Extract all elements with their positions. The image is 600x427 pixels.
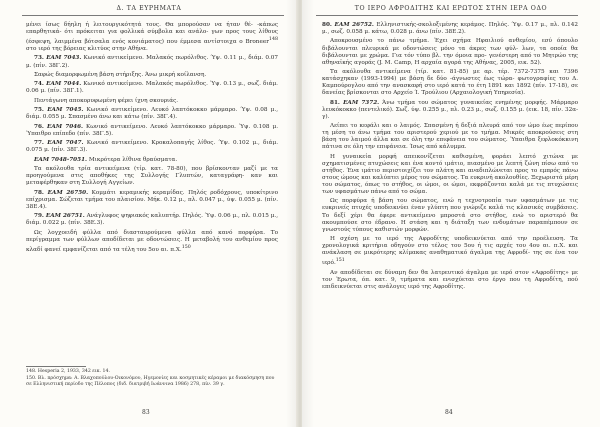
left-paragraph: Ως λογχοειδή φύλλα από διασταυρούμενα φύλλα από κανό πορφύρα. Το περίγραμμα των φύλλων αποδίδεται με οδοντώσεις. Η μεταβολή του ανθεμίου προς κλαδί φανεί εμφανίζεται από τα τέλη του 5ου αι. π.Χ.$^{150}$ xyxy=(26,229,278,253)
left-footnotes xyxy=(26,369,278,388)
right-running-head: ΤΟ ΙΕΡΟ ΑΦΡΟΔΙΤΗΣ ΚΑΙ ΕΡΩΤΟΣ ΣΤΗΝ ΙΕΡΑ ΟΔΟ xyxy=(354,5,548,12)
right-paragraph: 81. EAM 7372. Άνω τμήμα του σώματος γυναικείας ενημένης μορφής. Μάρμαρο λευκόκοκκο (πεντελικό). Σωζ. ύψ. 0.255 μ., πλ. 0.23 μ., σωζ. 0.155 μ. (εικ. 18, πίν. 32α-γ). xyxy=(322,99,578,120)
right-paragraph: Η γυναικεία μορφή απεικονίζεται καθισμένη, φοράει λεπτό χιτώνα με σχηματισμένες πτυχώσεις και ένα κοντό ιμάτιο, πιασμένο με λεπτή ζώνη πίσω από το στήθος. Ένα ιμάτιο περιστοιχίζει τον πλάτη και αναδιπλώνεται προς το εμπρός πάνω στους ώμους και καλύπτει μέρος του σώματος. Τα ευκρινή ακολουθίες. Ξεχωριστά μέρη του σώματος, όπως το στήθος, οι ώμοι, οι ώμοι, εκφράζονται καλά με τις πτυχώσεις των υφασμάτων πάνω από το σώμα. xyxy=(322,153,578,195)
left-paragraph: 74. EAM 7044. Κωνικό αντικείμενο. Μαλακός πωρόλιθος. Ύψ. 0.13 μ., σωζ. διάμ. 0.06 μ. (πίν. 38Γ.1). xyxy=(26,81,278,95)
footnote-rule xyxy=(26,366,86,367)
right-paragraph: 80. EAM 26752. Ελληνιστικής-σκολοξιμένης κεράμος. Πηλός. Ύψ. 0.17 μ., πλ. 0.142 μ., σωζ. 0.058 μ. κάτω, 0.028 μ. άνω (πίν. 38Ε.2). xyxy=(322,22,578,36)
left-paragraph: 79. EAM 26751. Ανάγλυφος ψηφιακός καλυπτήρ. Πηλός. Ύψ. 0.06 μ., πλ. 0.015 μ., διάμ. 0.022 μ. (πίν. 38Ε.3). xyxy=(26,213,279,227)
right-page-number: 84 xyxy=(445,409,453,416)
right-paragraph: Αν αποδίδεται σε δύναμη δεν θα λατρευτικό άγαλμα με ιερό στον «Αφροδίτης» με τον Έρωτα, όπ. κατ. 9, τμήματα και ενισχύεται στο έργο που τη Αφροδίτη, πού επιδεικνύεται στις ανάλογες ιερό της Αφροδίτης. xyxy=(322,269,578,290)
left-paragraph: Τα ακόλουθα τρία αντικείμενα (τίρ. κατ. 78-80), που βρίσκονταν μαζί με τα προηγούμενα στις αποθήκες της Συλλογής Γλυπτών, καταγράφη- καν και μεταφέρθηκαν στη Συλλογή Αγγείων. xyxy=(26,166,278,187)
left-header-rule xyxy=(22,15,284,16)
footnote: 148. Hesperia 2, 1933, 342 εικ. 14. xyxy=(26,369,110,374)
left-paragraph: 78. EAM 26750. Κομμάτι κεραμικής κεραμίδας. Πηλός ροδόχρους, υποκίτρινο επίχρισμα. Σώζεται τμήμα του πλαισίου. Μήκ. 0.12 μ., πλ. 0.047 μ., ύψ. 0.055 μ. (πίν. 38Ε.4). xyxy=(26,189,279,210)
left-running-head: Δ. ΤΑ ΕΥΡΗΜΑΤΑ xyxy=(116,5,182,12)
spine-shadow-right xyxy=(302,0,314,427)
right-page-body xyxy=(322,22,578,293)
left-paragraph: 73. EAM 7043. Κωνικό αντικείμενο. Μαλακός πωρόλιθος. Ύψ. 0.11 μ., διάμ. 0.07 μ. (πίν. 38Γ.2). xyxy=(26,55,278,69)
left-page xyxy=(0,0,298,427)
left-page-body xyxy=(26,22,278,256)
left-paragraph: 77. EAM 7047. Κωνικό αντικείμενο. Κροκαλοπαγής λίθος. Ύψ. 0.102 μ., διάμ. 0.075 μ. (πίν. 38Γ.3). xyxy=(26,140,278,154)
right-paragraph: Η σχέση με το ιερό της Αφροδίτης υποδεικνύεται από την προέλευση. Τα χρονολογικά κριτήρια οδηγούν στο τέλος του 5ου ή τις αρχές του 4ου αι. π.Χ. και ανάκλαση σε μικρότερης κλίμακας αναθηματικό άγαλμα της Αφροδί- της σε ένα τον ιερό.$^{151}$ xyxy=(322,236,578,267)
left-paragraph: 75. EAM 7045. Κωνικό αντικείμενο. Λευκό λαπτόκοκκο μάρμαρο. Ύψ. 0.08 μ., διάμ. 0.055 μ. Σπασμένο άνω και κάτω (πίν. 38Γ.4). xyxy=(26,107,278,121)
left-paragraph: Πεντάγωνη αποκορυφωμένη φέρει ίχνη σκουριάς. xyxy=(34,97,179,104)
right-paragraph: Τα ακόλουθα αντικείμενα (τίρ. κατ. 81-85) με αρ. τέρ. 7372-7375 και 7396 κατάσχηκαν (1993-1994) με βάση δε δύο -άγνωστες έως τώρα- φωτογραφίες του Δ. Καμπούρογλου από την ανασκαφή στο ιερό κατά το έτη 1891 και 1892 (πίν. 17-18), σε δανείας βρίσκονται στο Αρχείο Ί. Τρούλιου (Αρχαιολογική Υπηρεσία). xyxy=(322,69,578,97)
left-paragraph: 76. EAM 7046. Κωνικό αντικείμενο. Λευκό λαπτόκοκκο μάρμαρο. Ύψ. 0.108 μ. Ύπαιθρο επίπεδο (πίν. 38Γ.5). xyxy=(26,123,278,137)
right-paragraph: Λείπει το κεφάλι και ο λαιμός. Σπασμένη ή δεξιά πλευρά από τον ώμο έως περίπου τη μέση το άνω τμήμα του αριστερού χεριού με το τμήμα. Μικρές αποκρούσεις στη βάση του λαιμού άλλα και σε όλη την επιφάνεια του σώματος. Ύπαιθρα ξεφλοκόκκινη πάτινα σε όλη την επιφάνεια. Ίσως από κάλυμμα. xyxy=(322,123,578,151)
right-paragraph: Ως πορφύρα ή βάση του σώματος, ενώ η τεχνοτροπία των υφασμάτων με τις ευκρινείς πτυχές υποδεικνύει έναν γλύπτη που γνώριζε καλά τις κλασικές συμβάσεις. Το δεξί χέρι θα έφερε αντικείμενο μπροστά στο στήθος, ενώ το αριστερό θα ακουμπούσε στο έδρανο. Η στάση και η διάταξη των ενδυμάτων παραπέμπουν σε γνωστούς τύπους καθιστών μορφών. xyxy=(322,198,578,233)
left-paragraph: EAM 7048-7051. Μικρότερα λίθινα θραύσματα. xyxy=(34,156,178,163)
right-page xyxy=(302,0,600,427)
left-paragraph: μένει ίσως δήηλη ή λειτουργικότητά τους. Θα μπορούσαν να ήταν θέ- -κάπως επαρθητικά- ότι πρόκειται για φολλικά σύμβολα και ανάλο- γων προς τους λίθους (έσφεψη, λαιμμένα βότσαλα ενός κονιάματος) που έμμεσα αντίστοιχα ο Broneer$^{148}$ στο ιερό της βόρειας κλιτύος στην Αθήνα. xyxy=(26,22,278,53)
footnote: 150. Βλ. πρόσχημα: Α. Βλαχοπούλου-Οικονόμου, Ηγεμονίες και κοσμητικές κέραμοι με διακόσμηση που σε Ελληνιστική περίοδο της Πέλοπος (διδ. διατριβή Ιωάννινα 1986) 278, πίν. 39 γ. xyxy=(26,375,275,387)
right-header-rule xyxy=(316,15,578,16)
left-paragraph: Σαφώς διαμορφωμένη βάση στήριξης. Άνω μικρή κοίλανση. xyxy=(34,71,207,78)
left-page-number: 83 xyxy=(142,409,150,416)
right-paragraph: Αποκρουσμένο το πάνω τμήμα. Έχει σχήμα Ηφαιλιού ανθεμίου, εσύ όπουλο διβάλουνται πλευρικά με οδοντώσεις μόνο τα άκρες των φύλ- λων, τα οποία θα διβάλουνται με χρώμα. Για τόν τύπο βλ. την όμοια προ- γενέστερη από το Μητρώο της αθηναϊκής αγοράς (J. M. Camp, Η αρχαία αγορά της Αθήνας, 2005, εικ. 52). xyxy=(322,38,578,66)
